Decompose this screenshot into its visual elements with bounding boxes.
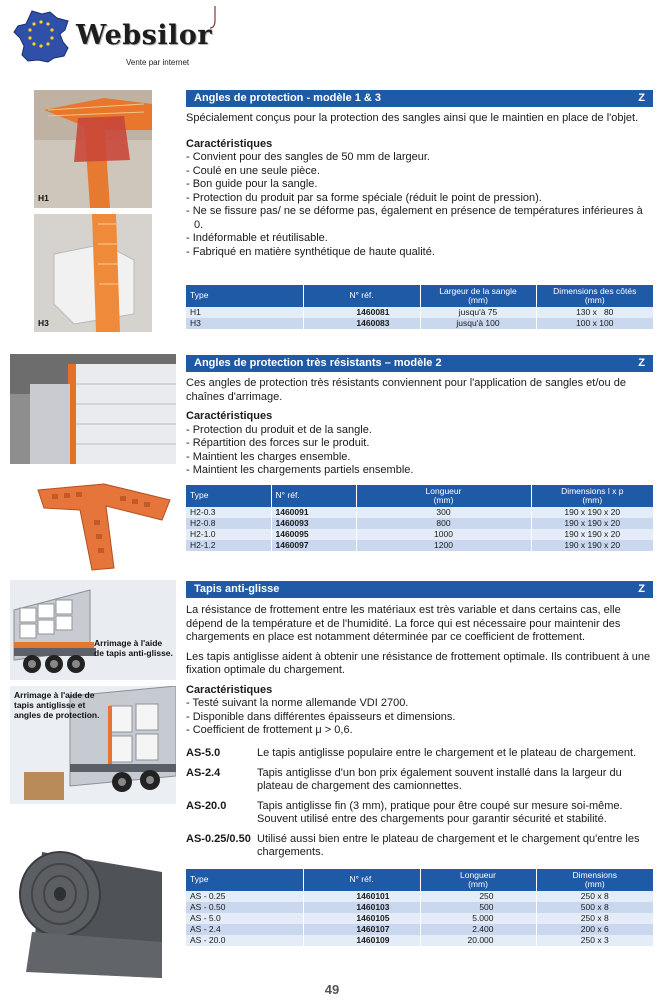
corner-protector-h2-image [34,480,174,572]
table-row [186,540,653,551]
list-item: - Maintient les charges ensemble. [186,450,351,463]
table-row [186,507,653,518]
list-item: - Indéformable et réutilisable. [186,232,328,244]
section-intro: Ces angles de protection très résistants conviennent pour l'application de sangles et/ou de chaînes d'arrimage. [186,377,626,403]
illustration-caption: Arrimage à l'aide de tapis antiglisse et angles de protection. [14,690,100,720]
definition-text: Le tapis antiglisse populaire entre le chargement et le plateau de chargement. [257,747,637,759]
table-cell: 500 [420,902,536,913]
table-cell: 250 [420,891,536,902]
definition-key: AS-2.4 [186,766,221,779]
column-header [536,285,653,307]
table-cell: 1460109 [303,935,420,946]
table-cell: H2-1.2 [186,540,271,551]
definition-item [186,747,653,761]
table-cell: 800 [356,518,531,529]
section-marker: Z [638,92,645,104]
table-cell: jusqu'à 100 [420,318,536,329]
truck-antislip-image [10,580,176,680]
table-cell: 1460105 [303,913,420,924]
table-row [186,518,653,529]
antislip-mat-roll-image [12,842,172,984]
france-map-icon [10,8,72,64]
brand-name: Websilor [76,20,213,51]
table-header-row [186,869,653,891]
table-cell: 250 x 8 [536,891,653,902]
definition-text: Utilisé aussi bien entre le plateau de chargement et le chargement qu'entre les chargements. [257,832,640,858]
section-body [186,377,653,478]
list-item: - Protection du produit par sa forme spéciale (réduit le point de pression). [186,191,542,204]
table-cell: 1200 [356,540,531,551]
section-intro: Les tapis antiglisse aident à obtenir une résistance de frottement optimale. Ils contribuent à une fixation optimale du chargement. [186,650,651,676]
table-cell: H2-1.0 [186,529,271,540]
header-line: Longueur (mm) [460,869,496,889]
list-item: - Testé suivant la norme allemande VDI 2700. [186,697,409,709]
list-item: - Coulé en une seule pièce. [186,164,320,177]
features-heading: Caractéristiques [186,410,273,422]
column-header: Type [186,285,303,307]
strap-corner-h3-image [34,214,152,332]
section-header-heavy-corner-protectors [186,355,653,372]
table-row [186,891,653,902]
table-row [186,913,653,924]
table-cell: 250 x 3 [536,935,653,946]
table-cell: H2-0.8 [186,518,271,529]
table-cell: AS - 5.0 [186,913,303,924]
table-row [186,935,653,946]
section-body [186,604,653,738]
features-heading: Caractéristiques [186,137,273,150]
antislip-mat-roll-photo [12,842,172,984]
section-title: Angles de protection très résistants – modèle 2 [194,357,442,369]
column-header: Type [186,869,303,891]
column-header [356,485,531,507]
pallet-load-photo [10,354,176,464]
section-marker: Z [638,357,645,369]
definition-key: AS-20.0 [186,799,227,812]
column-header [531,485,653,507]
table-cell: AS - 0.25 [186,891,303,902]
table-cell: 1460095 [271,529,356,540]
table-cell: 2.400 [420,924,536,935]
section-intro: La résistance de frottement entre les matériaux est très variable et dans certains cas, elle dépend de la température et de l'humidité. La force qui est nécessaire pour maintenir des chargements en place est notamment déterminée par ce coefficient de frottement. [186,604,621,643]
section-marker: Z [638,583,645,595]
table-cell: 1460107 [303,924,420,935]
features-heading: Caractéristiques [186,683,273,696]
logo [8,6,228,66]
section-header-antislip-mat [186,581,653,598]
table-row [186,529,653,540]
corner-protector-h2-photo [34,480,174,572]
section-title: Angles de protection - modèle 1 & 3 [194,92,382,104]
list-item: - Convient pour des sangles de 50 mm de largeur. [186,151,430,163]
header-line: Longueur (mm) [425,485,462,505]
table-cell: AS - 2.4 [186,924,303,935]
table-cell: 300 [356,507,531,518]
table-cell: 250 x 8 [536,913,653,924]
list-item: - Disponible dans différentes épaisseurs et dimensions. [186,710,456,723]
table-cell: 130 x 80 [536,307,653,318]
definition-key: AS-0.25/0.50 [186,832,251,845]
definition-text: Tapis antiglisse fin (3 mm), pratique pour être coupé sur mesure soi-même. Souvent utilisé entre des chargements pour garantir sécurité et stabilité. [257,799,623,825]
strap-corner-h1-photo [34,90,152,208]
column-header: N° réf. [303,869,420,891]
definition-item [186,833,653,860]
table-cell: 1460083 [303,318,420,329]
photo-label-h3: H3 [38,318,49,328]
table-cell: 100 x 100 [536,318,653,329]
table-cell: 190 x 190 x 20 [531,507,653,518]
list-item: - Ne se fissure pas/ ne se déforme pas, également en présence de températures inférieures à 0. [186,205,643,231]
features-list [186,424,653,478]
table-cell: AS - 0.50 [186,902,303,913]
table-cell: 190 x 190 x 20 [531,540,653,551]
table-cell: 1460081 [303,307,420,318]
brand-tagline: Vente par internet [126,58,190,67]
column-header [536,869,653,891]
list-item: - Protection du produit et de la sangle. [186,423,372,436]
strap-corner-h1-image [34,90,152,208]
header-line: Dimensions des côtés (mm) [553,285,637,305]
list-item: - Coefficient de frottement μ > 0,6. [186,724,353,736]
table-cell: 190 x 190 x 20 [531,529,653,540]
table-cell: 1460093 [271,518,356,529]
section-intro: Spécialement conçus pour la protection des sangles ainsi que le maintien en place de l'objet. [186,112,639,124]
features-list [186,151,653,259]
list-item: - Fabriqué en matière synthétique de haute qualité. [186,245,435,258]
table-row [186,924,653,935]
table-cell: 1460091 [271,507,356,518]
table-header-row [186,485,653,507]
section-header-corner-protectors [186,90,653,107]
spec-table [186,869,653,946]
section-title: Tapis anti-glisse [194,583,280,595]
table-cell: AS - 20.0 [186,935,303,946]
product-definitions [186,747,653,866]
table-cell: 1460101 [303,891,420,902]
table-cell: 1000 [356,529,531,540]
header-line: Largeur de la sangle (mm) [439,285,517,305]
list-item: - Répartition des forces sur le produit. [186,437,370,449]
list-item: - Maintient les chargements partiels ensemble. [186,464,414,476]
table-cell: 1460103 [303,902,420,913]
table-cell: 190 x 190 x 20 [531,518,653,529]
column-header: N° réf. [303,285,420,307]
table-row [186,307,653,318]
header-line: Dimensions l x p (mm) [561,485,624,505]
section-body [186,112,653,259]
features-list [186,697,653,738]
list-item: - Bon guide pour la sangle. [186,178,318,190]
column-header: N° réf. [271,485,356,507]
pallet-load-image [10,354,176,464]
table-cell: jusqu'à 75 [420,307,536,318]
page-number: 49 [324,982,340,997]
table-row [186,318,653,329]
spec-table [186,485,653,551]
table-cell: H3 [186,318,303,329]
table-header-row [186,285,653,307]
definition-key: AS-5.0 [186,747,221,759]
column-header: Type [186,485,271,507]
definition-text: Tapis antiglisse d'un bon prix également souvent installé dans la largeur du plateau de chargement des camionnettes. [257,766,622,792]
illustration-caption: Arrimage à l'aide de tapis anti-glisse. [94,638,173,658]
spec-table [186,285,653,329]
table-cell: 20.000 [420,935,536,946]
table-row [186,902,653,913]
table-cell: 1460097 [271,540,356,551]
truck-antislip-illustration [10,580,176,680]
table-cell: 500 x 8 [536,902,653,913]
header-line: Dimensions (mm) [572,869,617,889]
strap-corner-h3-photo [34,214,152,332]
table-cell: 200 x 6 [536,924,653,935]
table-cell: H1 [186,307,303,318]
definition-item [186,767,653,794]
table-cell: 5.000 [420,913,536,924]
photo-label-h1: H1 [38,193,49,203]
definition-item [186,800,653,827]
column-header [420,869,536,891]
table-cell: H2-0.3 [186,507,271,518]
column-header [420,285,536,307]
